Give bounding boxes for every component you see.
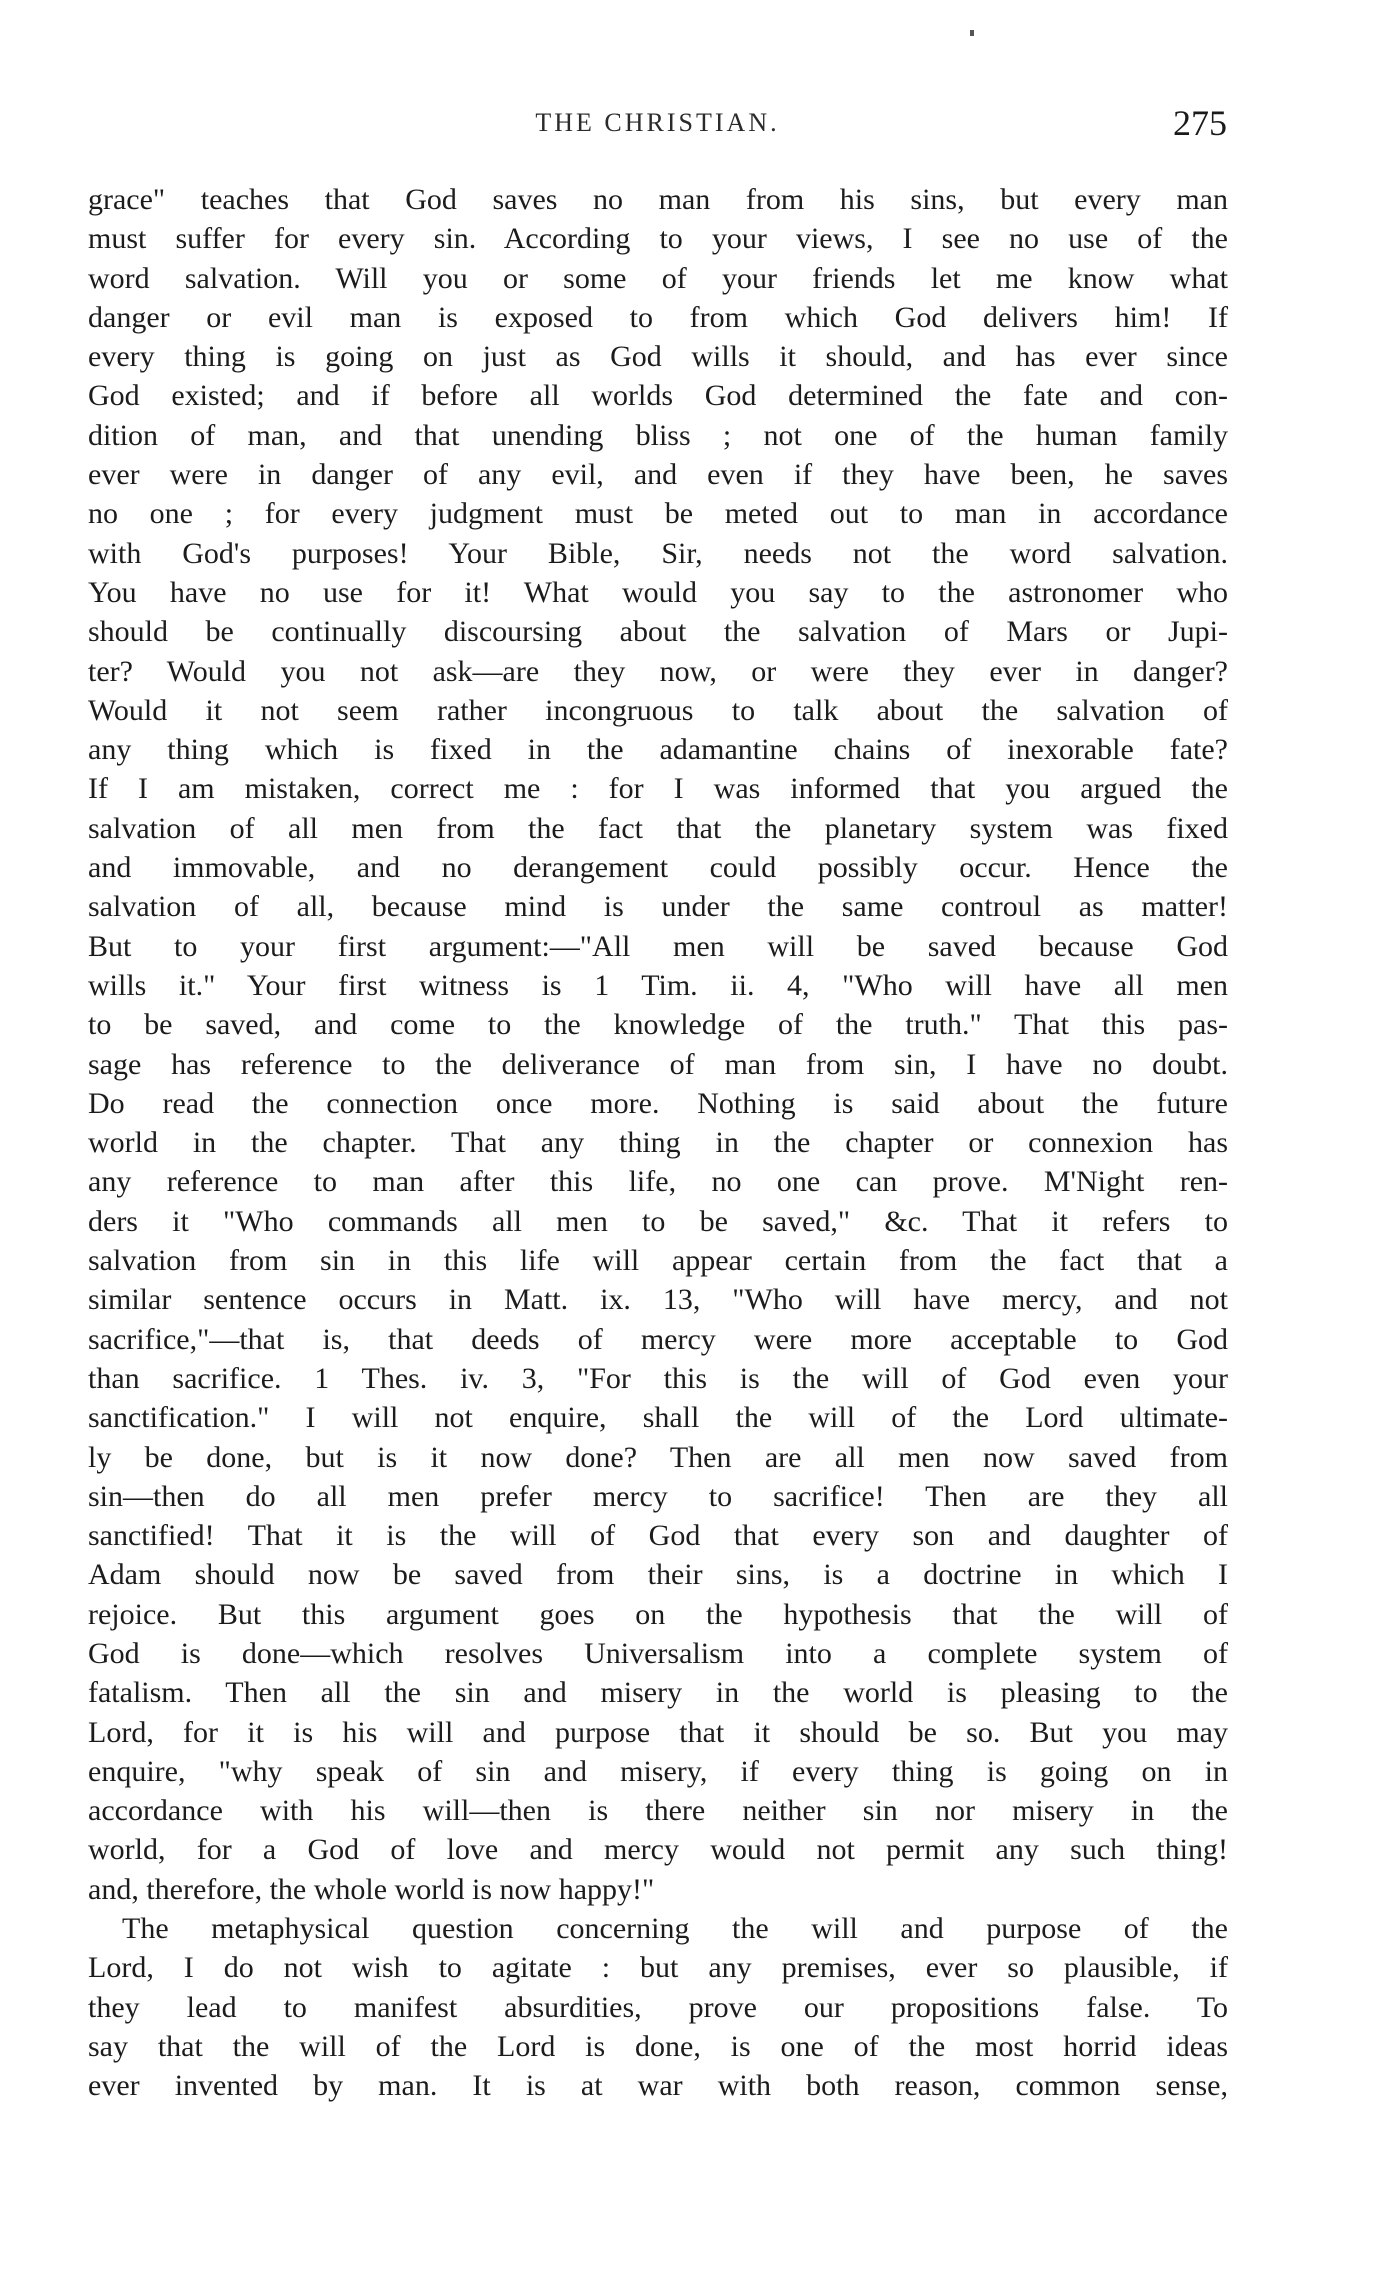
paragraph-start-line: The metaphysical question concerning the will and purpose of the — [122, 1912, 1228, 1946]
text-line: similar sentence occurs in Matt. ix. 13, "Who will have mercy, and not — [88, 1283, 1228, 1317]
text-line: any reference to man after this life, no one can prove. M'Night ren- — [88, 1165, 1228, 1199]
text-line: ders it "Who commands all men to be saved," &c. That it refers to — [88, 1204, 1228, 1238]
text-line: Adam should now be saved from their sins, is a doctrine in which I — [88, 1558, 1228, 1592]
text-line: fatalism. Then all the sin and misery in the world is pleasing to the — [88, 1676, 1228, 1710]
text-line: word salvation. Will you or some of your friends let me know what — [88, 261, 1228, 295]
text-line: must suffer for every sin. According to your views, I see no use of the — [88, 222, 1228, 256]
text-line: ever were in danger of any evil, and even if they have been, he saves — [88, 458, 1228, 492]
text-line: any thing which is fixed in the adamantine chains of inexorable fate? — [88, 733, 1228, 767]
text-line: ter? Would you not ask—are they now, or were they ever in danger? — [88, 654, 1228, 688]
text-line: You have no use for it! What would you say to the astronomer who — [88, 575, 1228, 609]
text-line: Lord, I do not wish to agitate : but any premises, ever so plausible, if — [88, 1951, 1228, 1985]
running-title: THE CHRISTIAN. — [535, 108, 780, 137]
text-line: Lord, for it is his will and purpose that it should be so. But you may — [88, 1715, 1228, 1749]
text-line: with God's purposes! Your Bible, Sir, needs not the word salvation. — [88, 536, 1228, 570]
text-line: world in the chapter. That any thing in the chapter or connexion has — [88, 1126, 1228, 1160]
page-number: 275 — [1173, 103, 1227, 143]
text-line: Would it not seem rather incongruous to talk about the salvation of — [88, 693, 1228, 727]
running-head — [88, 103, 1227, 154]
text-line: salvation of all men from the fact that the planetary system was fixed — [88, 811, 1228, 845]
text-line: wills it." Your first witness is 1 Tim. ii. 4, "Who will have all men — [88, 968, 1228, 1002]
text-line: ever invented by man. It is at war with both reason, common sense, — [88, 2069, 1228, 2103]
text-line: world, for a God of love and mercy would not permit any such thing! — [88, 1833, 1228, 1867]
text-line: say that the will of the Lord is done, is one of the most horrid ideas — [88, 2029, 1228, 2063]
text-line: enquire, "why speak of sin and misery, if every thing is going on in — [88, 1754, 1228, 1788]
text-line: danger or evil man is exposed to from which God delivers him! If — [88, 300, 1228, 334]
text-line: every thing is going on just as God wills it should, and has ever since — [88, 340, 1228, 374]
text-line: But to your first argument:—"All men will be saved because God — [88, 929, 1228, 963]
body-text — [88, 180, 1228, 2106]
text-line: rejoice. But this argument goes on the hypothesis that the will of — [88, 1597, 1228, 1631]
text-line: salvation of all, because mind is under the same controul as matter! — [88, 890, 1228, 924]
text-line: ly be done, but is it now done? Then are all men now saved from — [88, 1440, 1228, 1474]
text-line: sin—then do all men prefer mercy to sacrifice! Then are they all — [88, 1479, 1228, 1513]
paragraph-end-line: and, therefore, the whole world is now happy!" — [88, 1872, 655, 1906]
text-line: and immovable, and no derangement could possibly occur. Hence the — [88, 851, 1228, 885]
text-line: they lead to manifest absurdities, prove our propositions false. To — [88, 1990, 1228, 2024]
text-line: sanctification." I will not enquire, shall the will of the Lord ultimate- — [88, 1401, 1228, 1435]
text-line: than sacrifice. 1 Thes. iv. 3, "For this is the will of God even your — [88, 1361, 1228, 1395]
text-line: sacrifice,"—that is, that deeds of mercy were more acceptable to God — [88, 1322, 1228, 1356]
text-line: God is done—which resolves Universalism into a complete system of — [88, 1636, 1228, 1670]
text-line: salvation from sin in this life will appear certain from the fact that a — [88, 1244, 1228, 1278]
text-line: If I am mistaken, correct me : for I was informed that you argued the — [88, 772, 1228, 806]
text-line: no one ; for every judgment must be meted out to man in accordance — [88, 497, 1228, 531]
text-line: Do read the connection once more. Nothing is said about the future — [88, 1086, 1228, 1120]
text-line: God existed; and if before all worlds God determined the fate and con- — [88, 379, 1228, 413]
text-line: to be saved, and come to the knowledge of the truth." That this pas- — [88, 1008, 1228, 1042]
text-line: should be continually discoursing about the salvation of Mars or Jupi- — [88, 615, 1228, 649]
text-line: dition of man, and that unending bliss ; not one of the human family — [88, 418, 1228, 452]
text-line: sage has reference to the deliverance of man from sin, I have no doubt. — [88, 1047, 1228, 1081]
text-line: grace" teaches that God saves no man from his sins, but every man — [88, 183, 1228, 216]
text-line: accordance with his will—then is there neither sin nor misery in the — [88, 1794, 1228, 1828]
text-line: sanctified! That it is the will of God that every son and daughter of — [88, 1519, 1228, 1553]
print-speck — [970, 30, 974, 36]
